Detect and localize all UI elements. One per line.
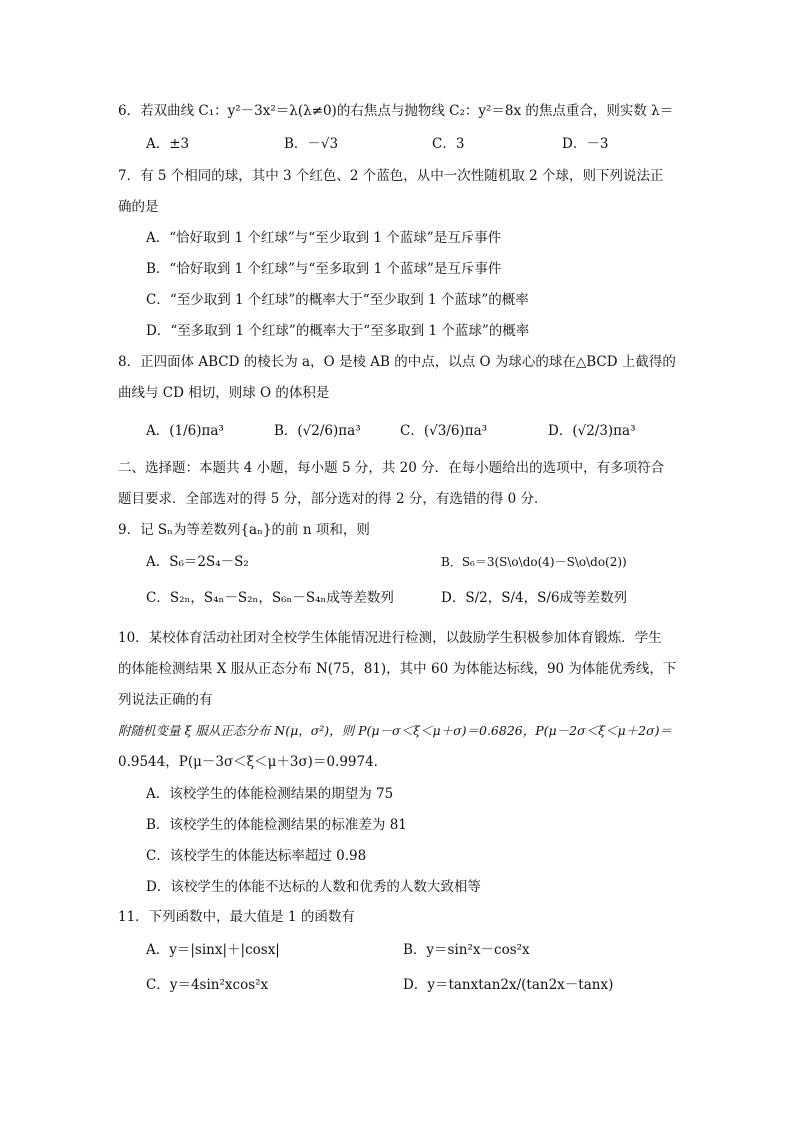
section2-instructions-line2: 题目要求．全部选对的得 5 分，部分选对的得 2 分，有选错的得 0 分．: [118, 491, 548, 507]
q7-option-b: B．“恰好取到 1 个红球”与“至多取到 1 个蓝球”是互斥事件: [146, 261, 502, 277]
q9-option-c: C．S₂ₙ，S₄ₙ－S₂ₙ，S₆ₙ－S₄ₙ成等差数列: [146, 590, 394, 606]
q10-option-a: A．该校学生的体能检测结果的期望为 75: [146, 786, 394, 802]
q8-stem-line1: 8．正四面体 ABCD 的棱长为 a，O 是棱 AB 的中点，以点 O 为球心的球在△BCD 上截得的: [118, 354, 676, 370]
q8-option-c: C．(√3/6)πa³: [400, 423, 488, 439]
q10-option-b: B．该校学生的体能检测结果的标准差为 81: [146, 817, 407, 833]
q10-stem-line3: 列说法正确的有: [118, 692, 213, 708]
q7-option-c: C．“至少取到 1 个红球”的概率大于“至少取到 1 个蓝球”的概率: [146, 292, 529, 308]
q7-option-a: A．“恰好取到 1 个红球”与“至少取到 1 个蓝球”是互斥事件: [146, 230, 502, 246]
q7-stem-line2: 确的是: [118, 199, 159, 215]
q9-option-b: B．S₆＝3(S\o\do(4)－S\o\do(2)): [441, 555, 627, 569]
q10-note-line1: 附随机变量 ξ 服从正态分布 N(μ，σ²)，则 P(μ－σ＜ξ＜μ＋σ)＝0.6826，P(μ－2σ＜ξ＜μ＋2σ)＝: [118, 723, 673, 738]
q6-option-a: A．±3: [146, 136, 190, 152]
q6-stem: 6．若双曲线 C₁：y²－3x²＝λ(λ≠0)的右焦点与抛物线 C₂：y²＝8x 的焦点重合，则实数 λ＝: [118, 103, 674, 119]
q7-stem-line1: 7．有 5 个相同的球，其中 3 个红色、2 个蓝色，从中一次性随机取 2 个球，则下列说法正: [118, 168, 664, 184]
q10-option-c: C．该校学生的体能达标率超过 0.98: [146, 848, 367, 864]
q10-stem-line2: 的体能检测结果 X 服从正态分布 N(75，81)，其中 60 为体能达标线，90 为体能优秀线，下: [118, 661, 677, 677]
q6-option-d: D．－3: [562, 136, 609, 152]
q11-stem: 11．下列函数中，最大值是 1 的函数有: [118, 909, 355, 925]
q9-option-a: A．S₆＝2S₄－S₂: [146, 554, 249, 570]
section2-instructions-line1: 二、选择题：本题共 4 小题，每小题 5 分，共 20 分．在每小题给出的选项中，有多项符合: [118, 460, 665, 476]
q8-option-b: B．(√2/6)πa³: [274, 423, 361, 439]
q8-option-a: A．(1/6)πa³: [146, 423, 224, 439]
q7-option-d: D．“至多取到 1 个红球”的概率大于“至多取到 1 个蓝球”的概率: [146, 323, 530, 339]
q9-option-d: D．S/2，S/4，S/6成等差数列: [441, 590, 627, 606]
q6-option-b: B．－√3: [284, 136, 339, 152]
q9-stem: 9．记 Sₙ为等差数列{aₙ}的前 n 项和，则: [118, 522, 370, 538]
q10-note-line2: 0.9544，P(μ－3σ＜ξ＜μ＋3σ)＝0.9974．: [118, 754, 388, 770]
q8-stem-line2: 曲线与 CD 相切，则球 O 的体积是: [118, 385, 330, 401]
q10-stem-line1: 10．某校体育活动社团对全校学生体能情况进行检测，以鼓励学生积极参加体育锻炼．学生: [118, 630, 662, 646]
q10-option-d: D．该校学生的体能不达标的人数和优秀的人数大致相等: [146, 879, 481, 895]
q11-option-a: A．y＝|sinx|＋|cosx|: [146, 942, 280, 958]
q6-option-c: C．3: [432, 136, 465, 152]
q8-option-d: D．(√2/3)πa³: [548, 423, 636, 439]
q11-option-b: B．y＝sin²x－cos²x: [403, 942, 530, 958]
q11-option-c: C．y＝4sin²xcos²x: [146, 977, 269, 993]
q11-option-d: D．y＝tanxtan2x/(tan2x－tanx): [403, 977, 614, 993]
